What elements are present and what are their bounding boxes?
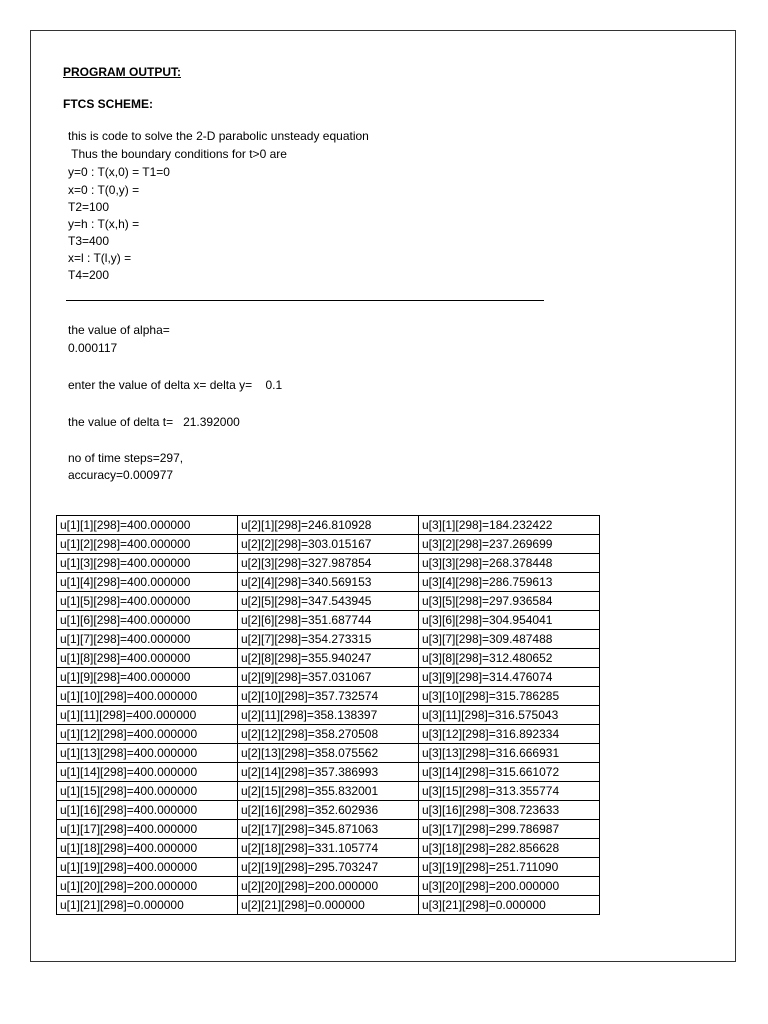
table-cell: u[2][19][298]=295.703247 — [238, 858, 419, 877]
delta-t-line: the value of delta t= 21.392000 — [68, 415, 240, 429]
table-cell: u[3][16][298]=308.723633 — [419, 801, 600, 820]
table-cell: u[3][11][298]=316.575043 — [419, 706, 600, 725]
table-cell: u[3][18][298]=282.856628 — [419, 839, 600, 858]
table-cell: u[3][5][298]=297.936584 — [419, 592, 600, 611]
accuracy-line: accuracy=0.000977 — [68, 468, 174, 482]
table-cell: u[1][18][298]=400.000000 — [57, 839, 238, 858]
table-row — [57, 839, 600, 858]
intro-line: Thus the boundary conditions for t>0 are — [68, 147, 287, 161]
table-cell: u[1][4][298]=400.000000 — [57, 573, 238, 592]
table-cell: u[3][12][298]=316.892334 — [419, 725, 600, 744]
table-cell: u[3][14][298]=315.661072 — [419, 763, 600, 782]
table-cell: u[1][14][298]=400.000000 — [57, 763, 238, 782]
table-cell: u[2][14][298]=357.386993 — [238, 763, 419, 782]
table-cell: u[1][20][298]=200.000000 — [57, 877, 238, 896]
intro-line: T3=400 — [68, 234, 110, 248]
table-row — [57, 782, 600, 801]
table-cell: u[2][12][298]=358.270508 — [238, 725, 419, 744]
intro-line: y=0 : T(x,0) = T1=0 — [68, 165, 170, 179]
table-cell: u[1][9][298]=400.000000 — [57, 668, 238, 687]
table-row — [57, 649, 600, 668]
intro-line: this is code to solve the 2-D parabolic unsteady equation — [68, 129, 369, 143]
ftcs-scheme-heading: FTCS SCHEME: — [63, 97, 153, 111]
table-cell: u[2][10][298]=357.732574 — [238, 687, 419, 706]
table-cell: u[1][12][298]=400.000000 — [57, 725, 238, 744]
table-cell: u[3][15][298]=313.355774 — [419, 782, 600, 801]
table-cell: u[2][3][298]=327.987854 — [238, 554, 419, 573]
table-cell: u[2][15][298]=355.832001 — [238, 782, 419, 801]
table-row — [57, 763, 600, 782]
table-cell: u[1][7][298]=400.000000 — [57, 630, 238, 649]
table-row — [57, 744, 600, 763]
table-cell: u[3][9][298]=314.476074 — [419, 668, 600, 687]
table-cell: u[3][7][298]=309.487488 — [419, 630, 600, 649]
table-cell: u[1][13][298]=400.000000 — [57, 744, 238, 763]
table-cell: u[1][10][298]=400.000000 — [57, 687, 238, 706]
table-cell: u[3][1][298]=184.232422 — [419, 516, 600, 535]
table-cell: u[2][13][298]=358.075562 — [238, 744, 419, 763]
table-cell: u[2][18][298]=331.105774 — [238, 839, 419, 858]
table-row — [57, 801, 600, 820]
table-cell: u[1][17][298]=400.000000 — [57, 820, 238, 839]
table-cell: u[1][11][298]=400.000000 — [57, 706, 238, 725]
intro-line: T4=200 — [68, 268, 110, 282]
table-cell: u[2][9][298]=357.031067 — [238, 668, 419, 687]
table-cell: u[3][6][298]=304.954041 — [419, 611, 600, 630]
table-cell: u[1][16][298]=400.000000 — [57, 801, 238, 820]
table-cell: u[2][1][298]=246.810928 — [238, 516, 419, 535]
table-cell: u[3][21][298]=0.000000 — [419, 896, 600, 915]
separator-line — [66, 300, 544, 301]
program-output-heading: PROGRAM OUTPUT: — [63, 65, 181, 79]
table-cell: u[2][16][298]=352.602936 — [238, 801, 419, 820]
table-row — [57, 877, 600, 896]
table-cell: u[2][21][298]=0.000000 — [238, 896, 419, 915]
table-cell: u[2][6][298]=351.687744 — [238, 611, 419, 630]
table-cell: u[1][3][298]=400.000000 — [57, 554, 238, 573]
table-cell: u[1][15][298]=400.000000 — [57, 782, 238, 801]
table-cell: u[2][5][298]=347.543945 — [238, 592, 419, 611]
intro-line: x=l : T(l,y) = — [68, 251, 132, 265]
table-cell: u[2][7][298]=354.273315 — [238, 630, 419, 649]
table-cell: u[2][4][298]=340.569153 — [238, 573, 419, 592]
table-cell: u[3][20][298]=200.000000 — [419, 877, 600, 896]
table-cell: u[1][8][298]=400.000000 — [57, 649, 238, 668]
table-cell: u[3][10][298]=315.786285 — [419, 687, 600, 706]
table-row — [57, 611, 600, 630]
table-row — [57, 516, 600, 535]
table-cell: u[2][11][298]=358.138397 — [238, 706, 419, 725]
table-cell: u[3][3][298]=268.378448 — [419, 554, 600, 573]
results-table-body — [57, 516, 600, 915]
delta-x-line: enter the value of delta x= delta y= 0.1 — [68, 378, 283, 392]
table-cell: u[1][6][298]=400.000000 — [57, 611, 238, 630]
table-row — [57, 668, 600, 687]
table-row — [57, 687, 600, 706]
intro-line: y=h : T(x,h) = — [68, 217, 140, 231]
table-row — [57, 725, 600, 744]
intro-line: T2=100 — [68, 200, 110, 214]
intro-line: x=0 : T(0,y) = — [68, 183, 140, 197]
table-cell: u[1][1][298]=400.000000 — [57, 516, 238, 535]
table-row — [57, 820, 600, 839]
table-row — [57, 630, 600, 649]
table-cell: u[3][13][298]=316.666931 — [419, 744, 600, 763]
table-row — [57, 535, 600, 554]
results-table — [56, 515, 600, 915]
table-cell: u[1][19][298]=400.000000 — [57, 858, 238, 877]
table-cell: u[3][17][298]=299.786987 — [419, 820, 600, 839]
table-row — [57, 592, 600, 611]
table-cell: u[1][2][298]=400.000000 — [57, 535, 238, 554]
table-cell: u[3][4][298]=286.759613 — [419, 573, 600, 592]
time-steps-line: no of time steps=297, — [68, 451, 184, 465]
table-cell: u[1][21][298]=0.000000 — [57, 896, 238, 915]
table-cell: u[3][8][298]=312.480652 — [419, 649, 600, 668]
alpha-label: the value of alpha= — [68, 323, 170, 337]
table-row — [57, 706, 600, 725]
alpha-value: 0.000117 — [68, 341, 118, 355]
table-cell: u[2][8][298]=355.940247 — [238, 649, 419, 668]
table-cell: u[1][5][298]=400.000000 — [57, 592, 238, 611]
table-cell: u[3][19][298]=251.711090 — [419, 858, 600, 877]
table-row — [57, 858, 600, 877]
table-row — [57, 554, 600, 573]
table-cell: u[2][17][298]=345.871063 — [238, 820, 419, 839]
table-cell: u[2][2][298]=303.015167 — [238, 535, 419, 554]
table-row — [57, 573, 600, 592]
table-cell: u[3][2][298]=237.269699 — [419, 535, 600, 554]
table-row — [57, 896, 600, 915]
table-cell: u[2][20][298]=200.000000 — [238, 877, 419, 896]
